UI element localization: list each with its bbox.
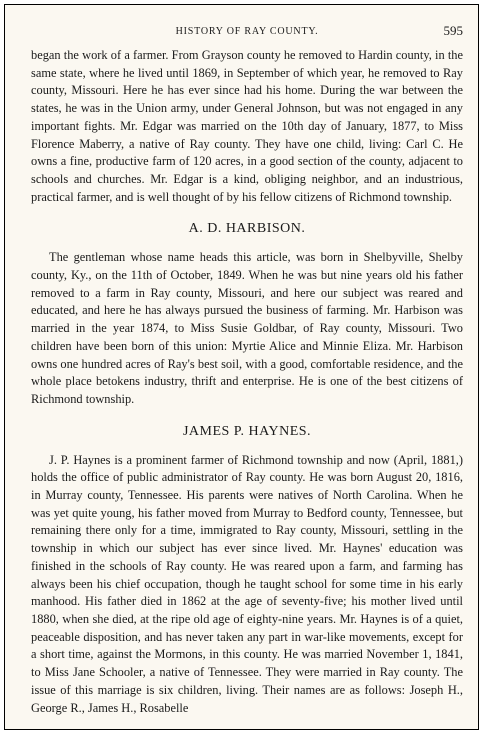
running-title: HISTORY OF RAY COUNTY. xyxy=(175,26,319,37)
book-page xyxy=(31,23,463,717)
running-header xyxy=(31,23,463,41)
haynes-paragraph: J. P. Haynes is a prominent farmer of Richmond township and now (April, 1881,) holds the office of public administrator of Ray county. He was born August 20, 1816, in Murray county, Tennessee. His parents were natives of North Carolina. When he was yet quite young, his father moved from Murray to Bedford county, Tennessee, but remaining there only for a time, immigrated to Ray county, Missouri, settling in the township in which our subject has ever since lived. Mr. Haynes' education was finished in the schools of Ray county. He was reared upon a farm, and farming has always been his chief occupation, though he taught school for some time in his early manhood. His father died in 1862 at the age of seventy-five; his mother lived until 1880, when she died, at the ripe old age of eighty-nine years. Mr. Haynes is of a quiet, peaceable disposition, and has never taken any part in war-like movements, except for a short time, against the Mormons, in this county. He was married November 1, 1841, to Miss Jane Schooler, a native of Tennessee. They were married in Ray county. The issue of this marriage is six children, living. Their names are as follows: Joseph H., George R., James H., Rosabelle xyxy=(31,452,463,715)
edgar-continued-paragraph: began the work of a farmer. From Grayson county he removed to Hardin county, in the same state, where he lived until 1869, in September of which year, he removed to Ray county, Missouri. Here he has ever since had his home. During the war between the states, he was in the Union army, under General Johnson, but was not engaged in any important fights. Mr. Edgar was married on the 10th day of January, 1877, to Miss Florence Maberry, a native of Ray county. They have one child, living: Carl C. He owns a fine, productive farm of 120 acres, in a good section of the county, adjacent to schools and churches. Mr. Edgar is a kind, obliging neighbor, and an industrious, practical farmer, and is well thought of by his fellow citizens of Richmond township. xyxy=(31,48,463,204)
section-heading-harbison: A. D. HARBISON. xyxy=(188,221,306,237)
page-frame xyxy=(4,4,479,730)
section-heading-haynes: JAMES P. HAYNES. xyxy=(182,423,312,439)
harbison-paragraph: The gentleman whose name heads this article, was born in Shelbyville, Shelby county, Ky., on the 11th of October, 1849. When he was but nine years old his father removed to a farm in Ray county, Missouri, and here our subject was reared and educated, and here he has always pursued the business of farming. Mr. Harbison was married in the year 1874, to Miss Susie Goldbar, of Ray county, Missouri. Two children have been born of this union: Myrtie Alice and Minnie Eliza. Mr. Harbison owns one hundred acres of Ray's best soil, with a good, comfortable residence, and the whole place betokens industry, thrift and enterprise. He is one of the best citizens of Richmond township. xyxy=(31,250,463,406)
page-number: 595 xyxy=(443,23,463,38)
